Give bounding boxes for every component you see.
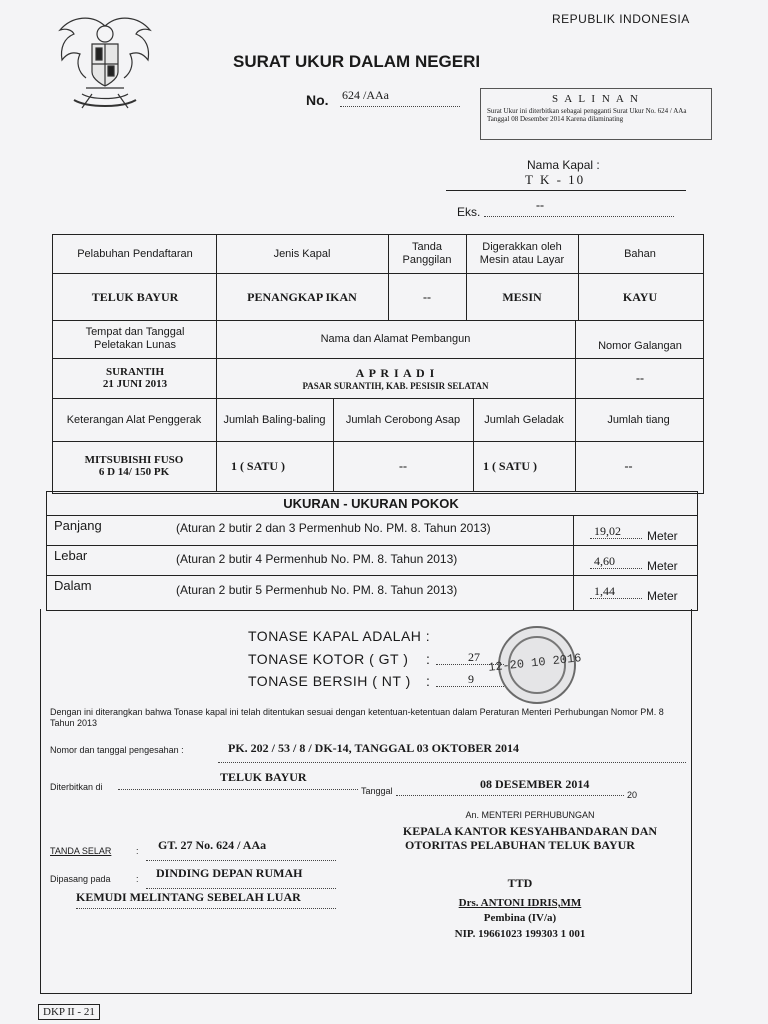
- diterbitkan-value: TELUK BAYUR: [220, 770, 307, 784]
- value-digerakkan: MESIN: [502, 289, 542, 304]
- header-digerakkan: Digerakkan oleh Mesin atau Layar: [479, 241, 565, 266]
- header-cerobong: Jumlah Cerobong Asap: [345, 413, 461, 426]
- pengesahan-label: Nomor dan tanggal pengesahan :: [50, 745, 184, 755]
- ukuran-lebar-value: 4,60: [594, 554, 615, 568]
- ukuran-panjang-unit: Meter: [647, 529, 678, 543]
- signature-rank: Pembina (IV/a): [483, 912, 557, 924]
- header-pelabuhan: Pelabuhan Pendaftaran: [77, 247, 193, 260]
- ukuran-dalam-value: 1,44: [594, 584, 615, 598]
- header-pembangun: Nama dan Alamat Pembangun: [320, 332, 471, 345]
- value-tiang: --: [624, 458, 633, 473]
- value-tanda-panggilan: --: [423, 289, 431, 304]
- value-cerobong: --: [399, 458, 407, 473]
- header-nomor-galangan: Nomor Galangan: [598, 339, 682, 352]
- header-tanda-panggilan: Tanda Panggilan: [402, 241, 452, 266]
- pengesahan-value: PK. 202 / 53 / 8 / DK-14, TANGGAL 03 OKTOBER 2014: [228, 741, 520, 755]
- signature-an: An. MENTERI PERHUBUNGAN: [465, 810, 595, 820]
- signature-ttd: TTD: [507, 876, 533, 890]
- ship-name-value: T K - 10: [525, 172, 586, 187]
- ukuran-panjang-value: 19,02: [594, 524, 621, 538]
- keterangan-text: Dengan ini diterangkan bahwa Tonase kapal ini telah ditentukan sesuai dengan ketentuan-ketentuan dalam Peraturan Menteri Perhubungan Nomor PM. 8 Tahun 2013: [50, 707, 664, 728]
- tonase-header: TONASE KAPAL ADALAH :: [248, 628, 431, 644]
- tanda-selar-value: GT. 27 No. 624 / AAa: [158, 838, 267, 852]
- ukuran-panjang-label: Panjang: [54, 518, 102, 533]
- number-value: 624 /AAa: [342, 88, 389, 102]
- ukuran-lebar-unit: Meter: [647, 559, 678, 573]
- value-pembangun-address: PASAR SURANTIH, KAB. PESISIR SELATAN: [302, 380, 489, 391]
- salinan-box: [480, 88, 712, 140]
- form-code: DKP II - 21: [38, 1004, 100, 1020]
- tanda-selar-label: TANDA SELAR: [50, 846, 112, 856]
- tanggal-label: Tanggal: [361, 786, 393, 796]
- value-mesin-merk: MITSUBISHI FUSO: [84, 454, 184, 466]
- value-pembangun: [218, 360, 573, 396]
- value-nomor-galangan: --: [636, 370, 644, 385]
- ukuran-title: UKURAN - UKURAN POKOK: [283, 495, 459, 511]
- signature-nip: NIP. 19661023 199303 1 001: [454, 928, 586, 940]
- salinan-title: S A L I N A N: [552, 93, 640, 105]
- ukuran-dalam-unit: Meter: [647, 589, 678, 603]
- value-mesin-spec: 6 D 14/ 150 PK: [98, 466, 170, 478]
- header-tempat-tanggal: Tempat dan Tanggal Peletakan Lunas: [85, 326, 185, 351]
- value-baling: 1 ( SATU ): [230, 458, 286, 473]
- header-alat-penggerak: Keterangan Alat Penggerak: [66, 413, 202, 426]
- value-alat-penggerak: [54, 443, 214, 489]
- salinan-text: Surat Ukur ini diterbitkan sebagai pengganti Surat Ukur No. 624 / AAa Tanggal 08 Desember 2014 Karena dilaminating: [487, 107, 687, 123]
- eks-label: Eks.: [457, 205, 481, 219]
- tanggal-year-suffix: 20: [627, 790, 638, 800]
- dipasang-label: Dipasang pada: [50, 874, 111, 884]
- signature-office-2: OTORITAS PELABUHAN TELUK BAYUR: [405, 838, 635, 852]
- value-bahan: KAYU: [622, 289, 658, 304]
- header-bahan: Bahan: [624, 247, 656, 260]
- dipasang-value-2: KEMUDI MELINTANG SEBELAH LUAR: [76, 890, 301, 904]
- stamp-date: 12-20 10 2016: [487, 651, 583, 675]
- value-tanggal-lunas: 21 JUNI 2013: [102, 378, 168, 390]
- header-baling: Jumlah Baling-baling: [223, 413, 326, 426]
- value-pelabuhan: TELUK BAYUR: [91, 289, 179, 304]
- value-pembangun-name: A P R I A D I: [355, 365, 436, 380]
- header-geladak: Jumlah Geladak: [484, 413, 564, 426]
- ukuran-lebar-rule: (Aturan 2 butir 4 Permenhub No. PM. 8. Tahun 2013): [176, 552, 458, 566]
- value-geladak: 1 ( SATU ): [482, 458, 538, 473]
- ukuran-lebar-label: Lebar: [54, 548, 88, 563]
- garuda-emblem: [52, 8, 158, 120]
- tonase-bersih-label: TONASE BERSIH ( NT ): [248, 673, 411, 689]
- country-label: REPUBLIK INDONESIA: [552, 12, 690, 26]
- ukuran-dalam-rule: (Aturan 2 butir 5 Permenhub No. PM. 8. Tahun 2013): [176, 583, 458, 597]
- document-title: SURAT UKUR DALAM NEGERI: [233, 52, 481, 71]
- header-tiang: Jumlah tiang: [607, 413, 670, 426]
- tanggal-value: 08 DESEMBER 2014: [480, 777, 590, 791]
- tonase-bersih-value: 9: [468, 672, 474, 686]
- tonase-kotor-value: 27: [468, 650, 480, 664]
- tonase-kotor-label: TONASE KOTOR ( GT ): [248, 651, 409, 667]
- ship-name-label: Nama Kapal :: [527, 158, 600, 172]
- eks-value: --: [536, 198, 544, 212]
- value-tempat: SURANTIH: [105, 366, 165, 378]
- header-jenis-kapal: Jenis Kapal: [273, 247, 331, 260]
- ukuran-panjang-rule: (Aturan 2 butir 2 dan 3 Permenhub No. PM. 8. Tahun 2013): [176, 521, 491, 535]
- diterbitkan-label: Diterbitkan di: [50, 782, 103, 792]
- dipasang-value-1: DINDING DEPAN RUMAH: [156, 866, 303, 880]
- number-label: No.: [306, 92, 329, 108]
- value-jenis-kapal: PENANGKAP IKAN: [247, 289, 357, 304]
- value-tempat-tanggal: [60, 360, 210, 396]
- signature-office-1: KEPALA KANTOR KESYAHBANDARAN DAN: [402, 824, 658, 838]
- ukuran-dalam-label: Dalam: [54, 578, 92, 593]
- signature-name: Drs. ANTONI IDRIS,MM: [458, 897, 582, 909]
